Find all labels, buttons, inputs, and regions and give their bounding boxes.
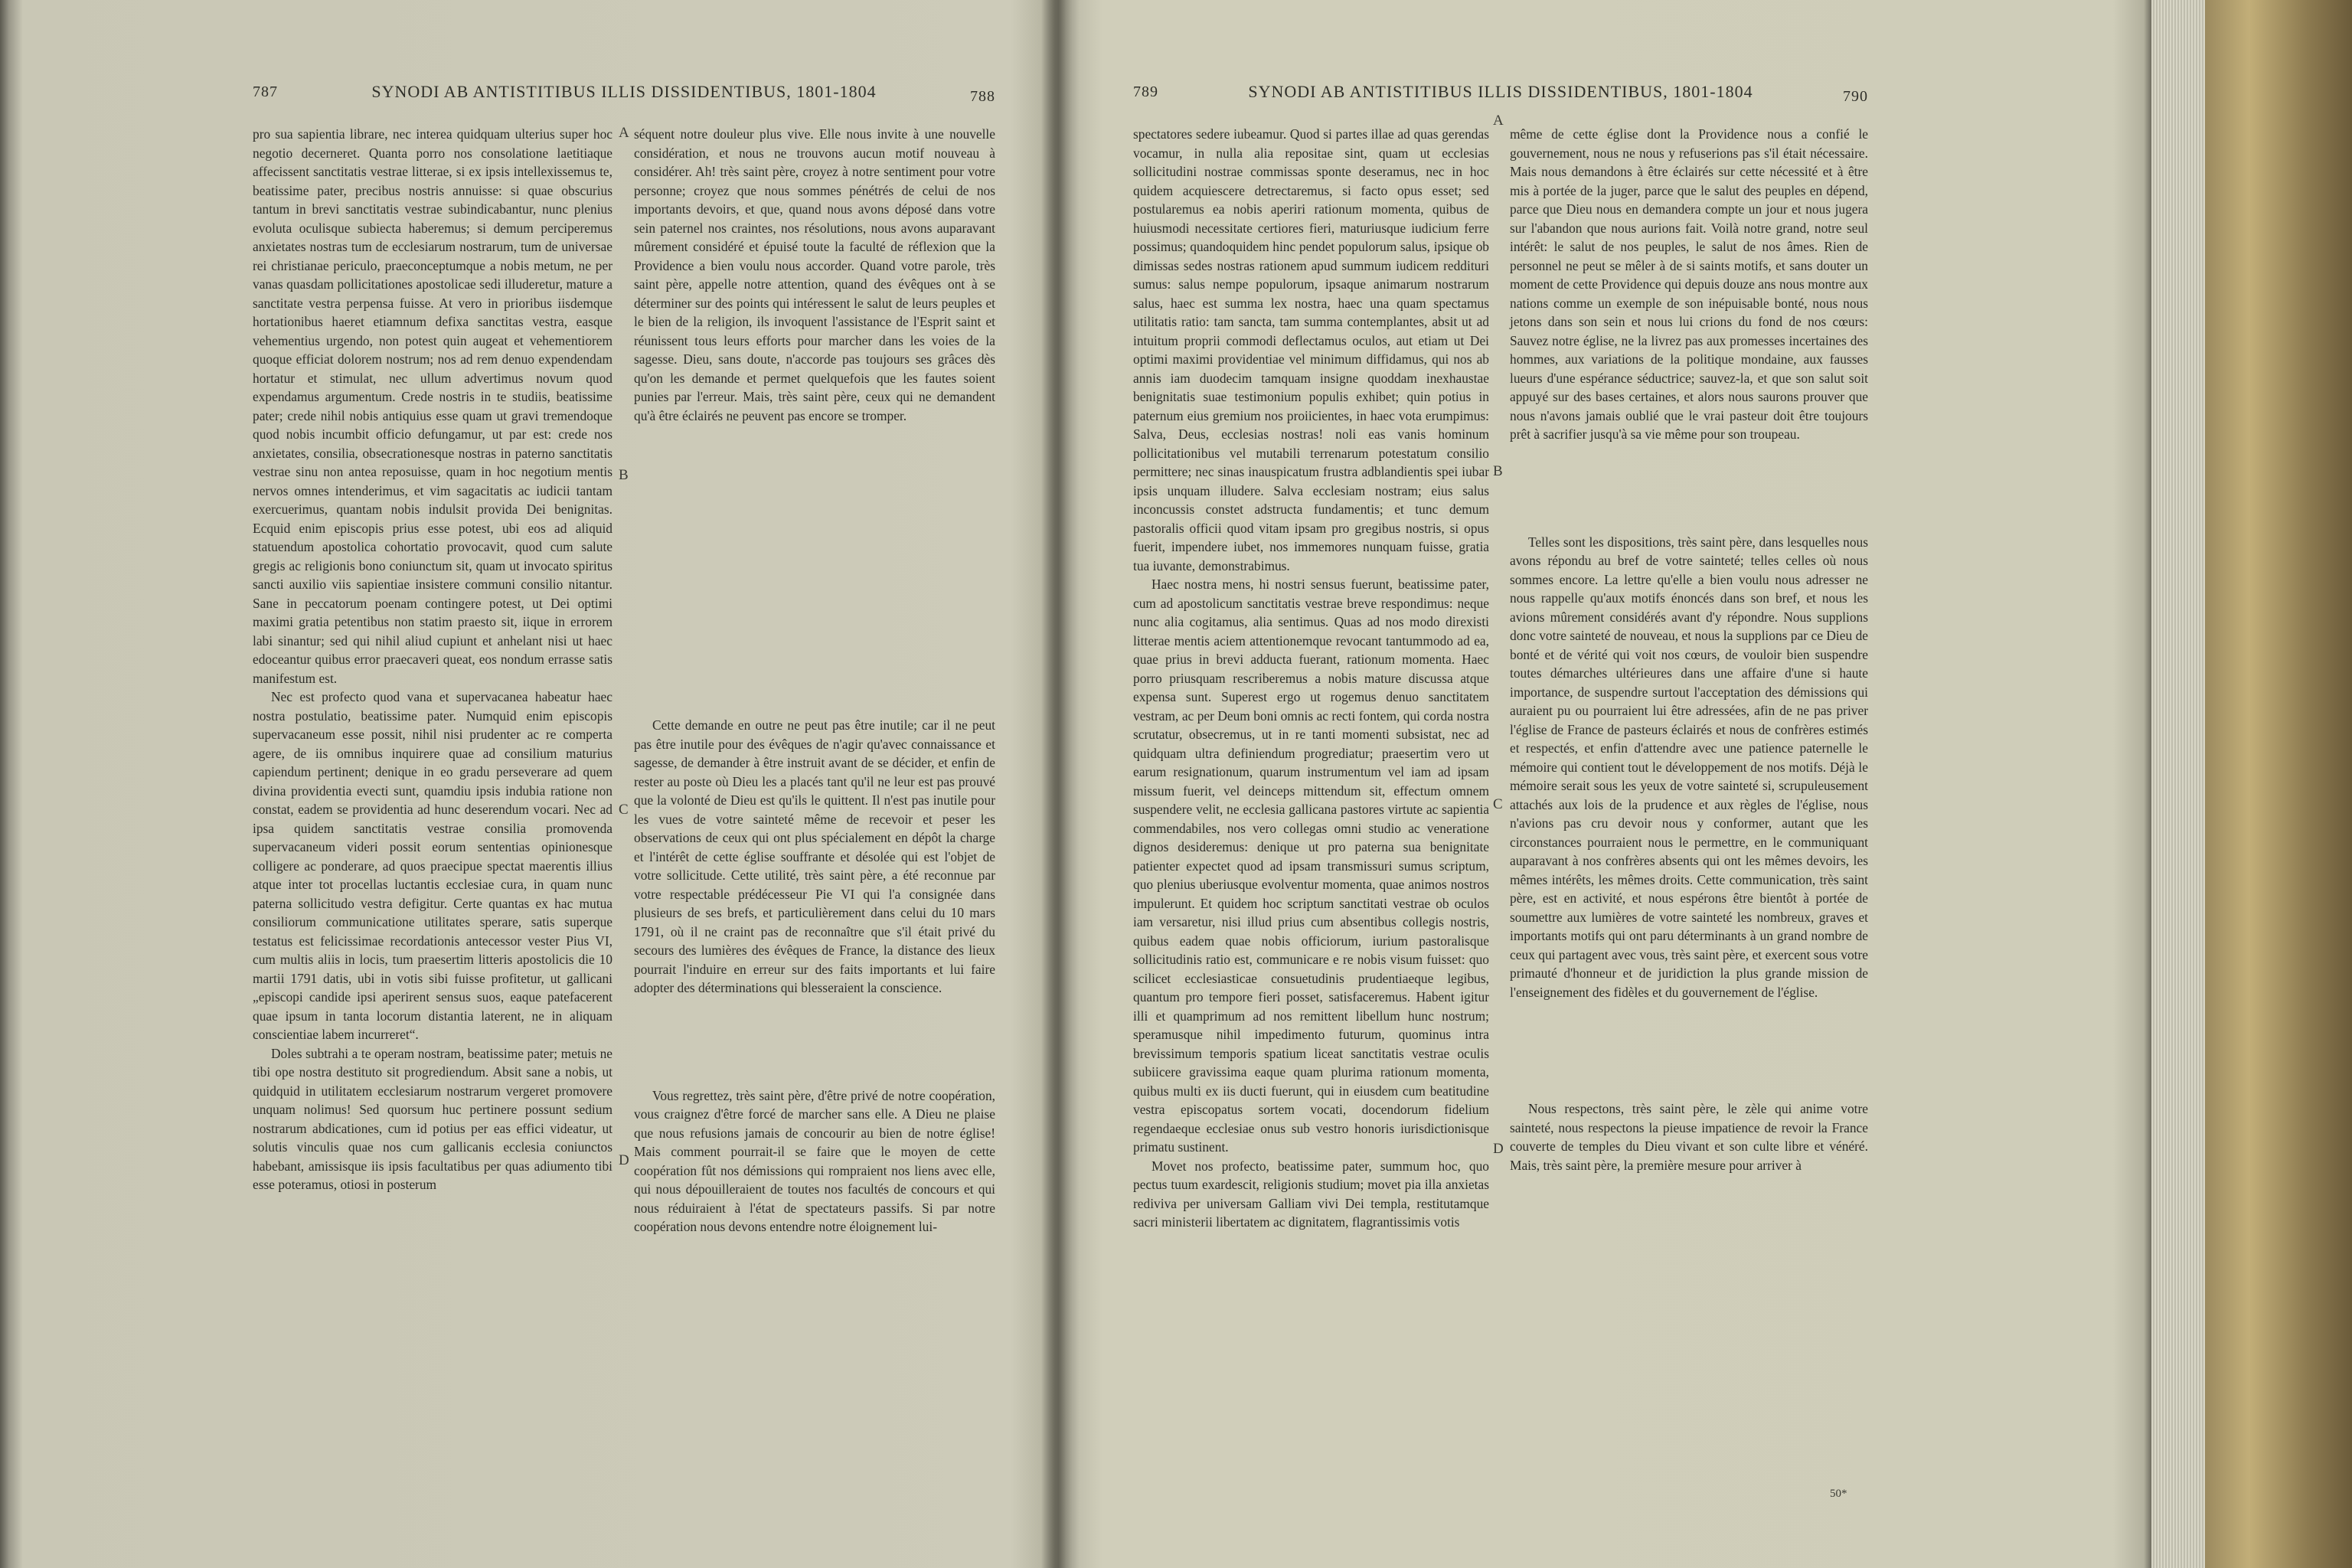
page-number: 788 [970, 88, 995, 105]
page-number: 789 [1133, 83, 1158, 100]
latin-paragraph: Nec est profecto quod vana et supervacanea habeatur haec nostra postulatio, beatissime pater. Numquid enim episcopis supervacaneum esse possit, nihil nisi prudenter ac re comperta agere, de iis omnibus inquirere quae ad consilium maturius capiendum pertinent; denique in eo gradu perseverare ad quem divina providentia evecti sunt, quamdiu ipsis indubia ratione non constat, eadem se providentia ad hunc deserendum vocari. Nec ad ipsa quidem sanctitatis vestrae consilia promovenda supervacaneum videri possit eorum sententias opinionesque colligere ac ponderare, ad quos praecipue spectat maerentis illius atque inter tot procellas luctantis ecclesiae cura, in quam nunc paterna sollicitudo vestra defigitur. Certe quantas ex hac mutua consiliorum communicatione utilitates sperare, satis superque testatus est felicissimae recordationis antecessor vester Pius VI, cum multis aliis in locis, tum praesertim litteris apostolicis die 10 martii 1791 datis, ubi in votis sibi fuisse profitetur, ut gallicani „episcopi candide ipsi aperirent sensus suos, eaque patefacerent quae ipsum in tanta locorum distantia laterent, ne in aliquam conscientiae labem incurreret“. [253, 689, 612, 1042]
line-marker: D [1493, 1141, 1504, 1157]
french-column [634, 125, 995, 1236]
book-cover [2205, 0, 2352, 1568]
line-marker: B [1493, 463, 1503, 479]
page-number: 787 [253, 83, 278, 100]
gutter-shadow [1041, 0, 1080, 1568]
french-paragraph: Nous respectons, très saint père, le zèle qui anime votre sainteté, nous respectons la pieuse impatience de revoir la France couverte de temples du Dieu vivant et son culte libre et vénéré. Mais, très saint père, la première mesure pour arriver à [1510, 1101, 1868, 1173]
running-title: SYNODI AB ANTISTITIBUS ILLIS DISSIDENTIBUS, 1801-1804 [1248, 82, 1753, 101]
latin-paragraph: pro sua sapientia librare, nec interea quidquam ulterius super hoc negotio decerneret. Quanta porro nos consolatione laetitiaque affecissent sanctitatis vestrae litterae, si ex ipsis intellexissemus te, beatissime pater, precibus nostris annuisse: si quae obscurius tantum in brevi sanctitatis vestrae subindicabantur, nunc plenius evoluta oculisque subiecta haberemus; si demum perciperemus anxietates nostras tum de ecclesiarum nostrarum, tum de universae rei christianae periculo, praeconceptumque a nobis metum, ne per vanas quasdam pollicitationes apostolicae sedi illuderetur, mature a sanctitate vestra perpensa fuisse. At vero in prioribus iisdemque hortationibus haeret etiamnum defixa sanctitas vestra, easque vehementius urgendo, non potest quin augeat et vehementiorem quoque efficiat dolorem nostrum; nos ad rem denuo expendendam hortatur et stimulat, nec ullum advertimus novum quod expendamus argumentum. Crede nostris in te studiis, beatissime pater; crede nihil nobis antiquius esse quam ut gravi tremendoque quod nobis incumbit officio defungamur, ut par est: crede nos anxietates, consilia, obsecrationesque nostras in paterno sanctitatis vestrae sinu non antea reposuisse, quam in hoc negotium mentis nervos omnes intenderimus, et vim sagacitatis ac iudicii tantam exercuerimus, quantam nobis indulsit providа Dei benignitas. Ecquid enim episcopis prius esse potest, ubi eos ad aliquid statuendum apostolica cohortatio provocavit, quod cum salute gregis ac religionis bono coniunctum sit, quam ut invocato spiritus sancti auxilio viis sapientiae insistere communi consilio nitantur. Sane in peccatorum poenam contingere potest, ut Dei optimi maximi gratia petentibus non statim praesto sit, iique in errorem labi sinantur; sed qui nihil aliud cupiunt et anhelant nisi ut haec edoceantur quibus error praecaveri queat, eos nondum errasse satis manifestum est. [253, 126, 612, 686]
line-marker: D [619, 1152, 629, 1168]
signature-mark: 50* [1830, 1488, 1847, 1500]
line-marker: B [619, 467, 629, 483]
latin-column [253, 125, 612, 1194]
line-marker: C [1493, 796, 1503, 812]
latin-column [1133, 125, 1489, 1232]
page-number: 790 [1843, 88, 1868, 105]
french-column [1510, 125, 1868, 1174]
latin-paragraph: Doles subtrahi a te operam nostram, beatissime pater; metuis ne tibi ope nostra destituto sit progrediendum. Absit sane a nobis, ut quidquid in utilitatem ecclesiarum nostrarum vergeret promovere unquam nolimus! Sed quorsum huc pertinere possunt sedium nostrarum abdicationes, cum id potius per eas effici videatur, ut solutis vinculis quae nos cum gallicanis ecclesia coniunctos habebant, amissisque iis ipsis facultatibus per quas adiumento tibi esse poteramus, otiosi in posterum [253, 1045, 612, 1192]
line-marker: A [619, 125, 629, 141]
book-edge [2151, 0, 2352, 1568]
running-head [1133, 73, 1868, 103]
french-paragraph: même de cette église dont la Providence nous a confié le gouvernement, nous ne nous y refuserions pas s'il était nécessaire. Mais nous demandons à être éclairés sur cette nécessité et à être mis à portée de la juger, parce que le salut des peuples en dépend, parce que Dieu nous en demandera compte un jour et nous jugera sur l'abandon que nous aurions fait. Voilà notre grand, notre seul intérêt: le salut de nos peuples, le salut de nos âmes. Rien de personnel ne peut se mêler à de si saints motifs, et sans douter un moment de cette Providence qui depuis douze ans nous montre aux nations comme un exemple de son inépuisable bonté, nous nous jetons dans son sein et nous lui crions du fond de nos cœurs: Sauvez notre église, ne la livrez pas aux promesses incertaines des hommes, aux variations de la politique mondaine, aux fausses lueurs d'une espérance séductrice; sauvez-la, et que son salut soit appuyé sur des bases certaines, et alors nous saurons prouver que nous n'avons jamais oublié que le vrai pasteur doit être toujours prêt à sacrifier jusqu'à sa vie même pour son troupeau. [1510, 126, 1868, 442]
latin-paragraph: Movet nos profecto, beatissime pater, summum hoc, quo pectus tuum exardescit, religionis studium; movet pia illa anxietas rediviva per universam Galliam vivi Dei templa, restitutamque sacri ministerii libertatem ac dignitatem, flagrantissimis votis [1133, 1158, 1489, 1230]
latin-paragraph: Haec nostra mens, hi nostri sensus fuerunt, beatissime pater, cum ad apostolicum sanctitatis vestrae breve respondimus: neque nunc alia cogitamus, alia sentimus. Quas ad nos modo direxisti litterae mentis aciem attentionemque revocant tantummodo ad ea, quae prius in brevi adducta fuerant, rationum momenta. Haec porro priusquam rescriberemus a nobis mature discussa atque expensa sunt. Superest ergo ut rogemus denuo sanctitatem vestram, ac per Deum boni omnis ac recti fontem, qui corda nostra scrutatur, obsecremus, ut in re tanti momenti subsistat, nec ad quidquam ultra definiendum progrediatur; praesertim vero ut earum resignationum, quarum instrumentum vel iam ad ipsam missum fuerit, vel deinceps mittendum sit, effectum omnem suspendere velit, ne ecclesia gallicana pastores virtute ac sapientia commendabiles, nos vero collegas omni studio ac veneratione dignos desideremus: denique ut pro paterna sua benignitate patienter expectet quod ad ipsam transmissuri sumus scriptum, quo plenius uberiusque evolventur momenta, quae animos nostros impulerunt. Et quidem hoc scriptum sanctitati vestrae ob oculos iam versaretur, nisi illud prius cum absentibus collegis nostris, quibus eadem quae nobis officiorum, iurium pastoralisque sollicitudinis ratio est, communicare e re nobis visum fuisset: quo scilicet ecclesiasticae consuetudinis prudentiaeque legibus, quantum pro tempore fieri posset, satisfaceremus. Habent igitur illi et quamprimum ad nos remittent libellum hunc nostrum; speramusque nihil impedimento futurum, quominus intra brevissimum temporis spatium liceat sanctitatis vestrae oculis subiicere gravissima eaque quam plurima rationum momenta, quibus multi ex iis ducti fuerunt, qui in eiusdem cum beatitudine vestra episcopatus sortem vocati, docendorum fidelium regendaeque ecclesiae onus sub vestro honoris iurisdictionisque primatu sustinent. [1133, 577, 1489, 1155]
latin-paragraph: spectatores sedere iubeamur. Quod si partes illae ad quas gerendas vocamur, in nulla alia repositae sint, quam ut ecclesias sollicitudini nostrae commissas sponte deseramus, nec in hoc quidem acquiescere detrectaremus, si facto opus esset; sed postularemus ea nobis aperiri rationum momenta, quibus de huiusmodi necessitate certiores fieri, maturiusque iudicium ferre possimus; quandoquidem hinc pendet populorum salus, ipsique ob dimissas sedes nostras rationem apud summum iudicem reddituri sumus: salus nempe populorum, ipsaque animarum nostrarum salus, haec est summa lex nostra, haec una quam spectamus utilitatis ratio: tam sancta, tam summa contemplantes, absit ut ad intuitum proprii commodi deflectamus oculos, aut etiam ut Dei optimi maximi providentiae vel minimum diffidamus, qui nos ab annis iam duodecim tamquam insigne quoddam inexhaustae benignitatis suae testimonium populis exhibet; quin potius in paternum eius gremium nos proiicientes, in haec vota erumpimus: Salva, Deus, ecclesias nostras! noli eas vanis hominum pollicitationibus vel mutabili terrenarum potestatum consilio permittere; nec sinas inauspicatum frustra adblandientis spei iubar ipsis unquam illudere. Salva ecclesiam nostram; eius salus inconcussis constet adstructa fundamentis; et tunc demum pastoralis officii quod vitam ipsam pro gregibus nostris, si opus fuerit, impendere iubet, nos immemores nunquam fuisse, gratia tua iuvante, demonstrabimus. [1133, 126, 1489, 573]
french-paragraph: Vous regrettez, très saint père, d'être privé de notre coopération, vous craignez d'être forcé de marcher sans elle. A Dieu ne plaise que nous refusions jamais de concourir au bien de notre église! Mais comment pourrait-il se faire que le moyen de cette coopération fût nos démissions qui rompraient nos liens avec elle, qui nous dépouilleraient de toutes nos facultés de concours et qui nous réduiraient à l'état de spectateurs passifs. Si par notre coopération nous devons entendre notre éloignement lui- [634, 1087, 995, 1234]
line-marker: C [619, 802, 629, 818]
line-marker: A [1493, 113, 1504, 129]
french-paragraph: séquent notre douleur plus vive. Elle nous invite à une nouvelle considération, et nous ne trouvons aucun motif nouveau à considérer. Ah! très saint père, croyez à notre sentiment pour votre personne; croyez que nous sommes pénétrés de celui de nos importants devoirs, et que, quand nous avons déposé dans votre sein paternel nos craintes, nos résolutions, nous avons auparavant mûrement considéré et épuisé toute la faculté de réflexion que la Providence a bien voulu nous accorder. Quand votre parole, très saint père, appelle notre attention, quand des évêques ont à se déterminer sur des points qui intéressent le salut de leurs peuples et le bien de la religion, ils invoquent l'assistance de l'Esprit saint et réunissent tous leurs efforts pour marcher dans les voies de la sagesse. Dieu, sans doute, n'accorde pas toujours ses grâces dès qu'on les demande et permet quelquefois que les fautes soient punies par l'erreur. Mais, très saint père, ceux qui ne demandent qu'à être éclairés ne peuvent pas encore se tromper. [634, 126, 995, 423]
running-title: SYNODI AB ANTISTITIBUS ILLIS DISSIDENTIBUS, 1801-1804 [371, 82, 877, 101]
french-paragraph: Cette demande en outre ne peut pas être inutile; car il ne peut pas être inutile pour des évêques de n'agir qu'avec connaissance et sagesse, de demander à être instruit avant de se décider, et enfin de rester au poste où Dieu les a placés tant qu'il ne leur est pas prouvé que la volonté de Dieu est qu'ils le quittent. Il n'est pas inutile pour les vues de votre sainteté même de recevoir et peser les observations de ceux qui ont plus spécialement en dépôt la charge et l'intérêt de cette église souffrante et désolée qui est l'objet de votre sollicitude. Cette utilité, très saint père, a été reconnue par votre respectable prédécesseur Pie VI qui l'a consignée dans plusieurs de ses brefs, et particulièrement dans celui du 10 mars 1791, où il ne craint pas de reconnaître que s'il était privé du secours des lumières des évêques de France, la distance des lieux pourrait l'induire en erreur sur des faits importants et lui faire adopter des déterminations qui blesseraient la conscience. [634, 717, 995, 995]
running-head [253, 73, 995, 103]
french-paragraph: Telles sont les dispositions, très saint père, dans lesquelles nous avons répondu au bref de votre sainteté; telles celles où nous sommes encore. La lettre qu'elle a bien voulu nous adresser ne nous rappelle qu'aux motifs énoncés dans son bref, et nous les avions mûrement considérés avant d'y répondre. Nous supplions donc votre sainteté de nouveau, et nous la supplions par ce Dieu de bonté et de vérité qui voit nos cœurs, de vouloir bien suspendre toutes démarches ultérieures dans une affaire d'une si haute importance, de suspendre surtout l'acceptation des démissions qui auraient pu ou pourraient lui être adressées, afin de ne pas priver l'église de France de pasteurs éclairés et nous de confrères estimés et respectés, et enfin d'attendre avec une patience paternelle le mémoire qui contient tout le développement de nos motifs. Déjà le mémoire serait sous les yeux de votre sainteté si, scrupuleusement attachés aux lois de la prudence et aux règles de l'église, nous n'avions pas cru devoir nous y conformer, autant que les circonstances pourraient nous le permettre, en le communiquant auparavant à nos confrères absents qui ont les mêmes devoirs, les mêmes intérêts, les mêmes droits. Cette communication, très saint père, est en activité, et nous espérons être bientôt à portée de soumettre aux lumières de votre sainteté les nombreux, graves et importants motifs qui ont paru déterminants à un grand nombre de ceux qui partagent avec vous, très saint père, et exercent sous votre primauté d'honneur et de juridiction la plus grande mission de l'enseignement des fidèles et du gouvernement de l'église. [1510, 534, 1868, 1000]
